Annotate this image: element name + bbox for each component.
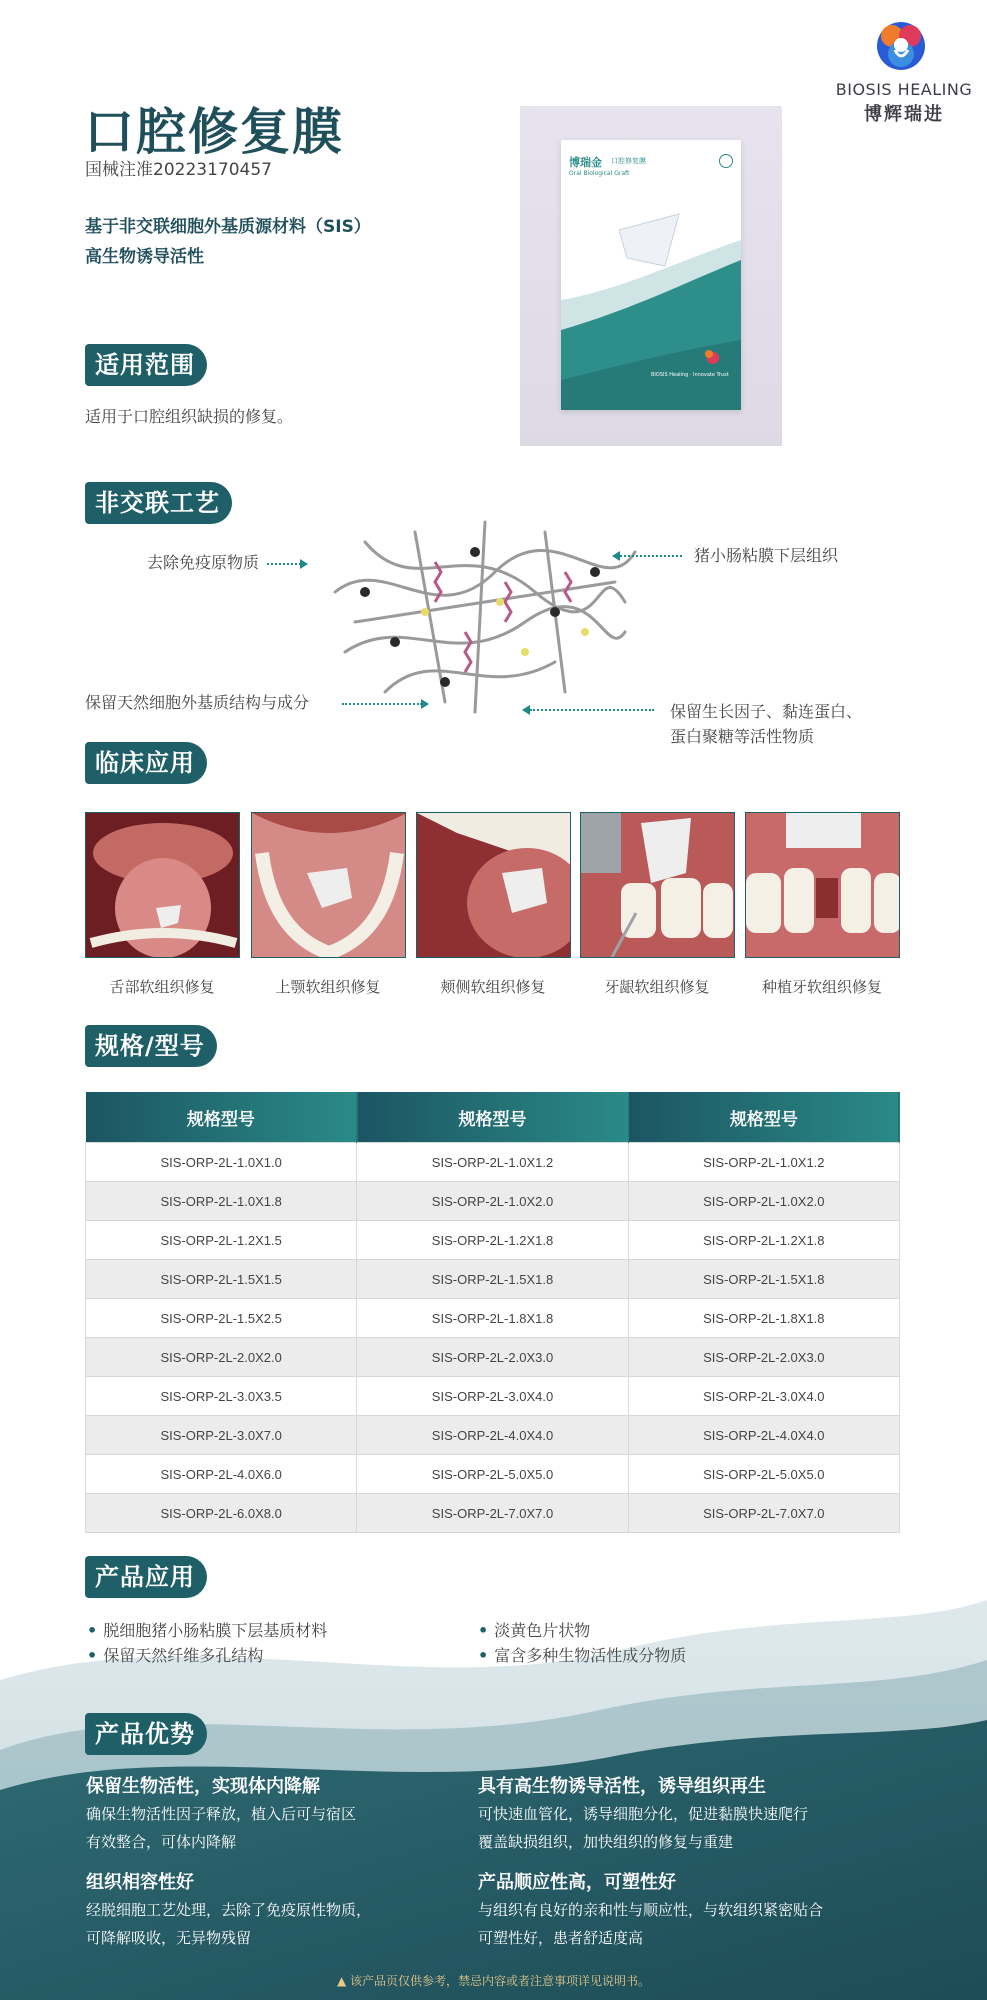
callout-arrow-icon: [522, 705, 530, 715]
clinical-caption-3: 颊侧软组织修复: [440, 978, 546, 996]
spec-cell: SIS-ORP-2L-2.0X3.0: [628, 1338, 899, 1377]
warning-icon: ▲: [336, 1974, 351, 1988]
spec-column-header: 规格型号: [86, 1092, 357, 1143]
hero-subtitle-1: 基于非交联细胞外基质源材料（SIS）: [85, 217, 371, 237]
table-row: [86, 1338, 900, 1377]
spec-cell: SIS-ORP-2L-1.0X2.0: [357, 1182, 628, 1221]
package-artwork: [561, 140, 741, 410]
callout-arrow-icon: [300, 559, 308, 569]
advantage-text-2a: 可快速血管化，诱导细胞分化，促进黏膜快速爬行: [478, 1805, 809, 1823]
callout-retain-growth-factors-1: 保留生长因子、黏连蛋白、: [670, 702, 863, 721]
advantage-text-2b: 覆盖缺损组织，加快组织的修复与重建: [478, 1833, 734, 1851]
package-brand: 博瑞金: [569, 156, 602, 169]
callout-leader-line: [267, 563, 301, 565]
table-row: [86, 1377, 900, 1416]
section-heading-process: 非交联工艺: [85, 482, 232, 524]
spec-table: [85, 1092, 900, 1533]
advantage-title-3: 组织相容性好: [86, 1872, 194, 1893]
package-tagline: BIOSIS Healing · Innovate Trust: [651, 372, 729, 378]
spec-cell: SIS-ORP-2L-3.0X7.0: [86, 1416, 357, 1455]
callout-leader-line: [342, 703, 422, 705]
callout-arrow-icon: [421, 699, 429, 709]
clinical-caption-5: 种植牙软组织修复: [761, 978, 882, 996]
spec-cell: SIS-ORP-2L-1.0X1.8: [86, 1182, 357, 1221]
table-row: [86, 1182, 900, 1221]
advantage-text-1a: 确保生物活性因子释放，植入后可与宿区: [86, 1805, 357, 1823]
callout-remove-immunogens: 去除免疫原物质: [147, 553, 260, 572]
product-package-image: [520, 106, 782, 446]
advantage-text-4b: 可塑性好，患者舒适度高: [478, 1929, 644, 1947]
spec-cell: SIS-ORP-2L-1.5X1.5: [86, 1260, 357, 1299]
section-heading-specs: 规格/型号: [85, 1025, 217, 1067]
advantage-text-4a: 与组织有良好的亲和性与顺应性，与软组织紧密贴合: [478, 1901, 824, 1919]
table-row: [86, 1221, 900, 1260]
advantage-title-1: 保留生物活性，实现体内降解: [86, 1776, 320, 1797]
advantage-text-3b: 可降解吸收，无异物残留: [86, 1929, 252, 1947]
spec-cell: SIS-ORP-2L-1.0X1.2: [628, 1143, 899, 1182]
package-box: [561, 140, 741, 410]
application-bullet: • 脱细胞猪小肠粘膜下层基质材料: [87, 1618, 327, 1641]
advantage-title-2: 具有高生物诱导活性，诱导组织再生: [478, 1776, 766, 1797]
table-row: [86, 1143, 900, 1182]
page-title: 口腔修复膜: [84, 103, 344, 161]
clinical-caption-1: 舌部软组织修复: [109, 978, 215, 996]
biosis-logo-icon: [870, 14, 932, 76]
spec-cell: SIS-ORP-2L-4.0X4.0: [628, 1416, 899, 1455]
spec-cell: SIS-ORP-2L-5.0X5.0: [628, 1455, 899, 1494]
advantage-text-3a: 经脱细胞工艺处理，去除了免疫原性物质，: [86, 1901, 372, 1919]
callout-leader-line: [620, 555, 682, 557]
clinical-caption-2: 上颚软组织修复: [275, 978, 381, 996]
footer-disclaimer: [0, 1972, 987, 1989]
callout-retain-ecm: 保留天然细胞外基质结构与成分: [85, 693, 310, 712]
buccal-repair-image: [416, 812, 571, 958]
advantage-text-1b: 有效整合，可体内降解: [86, 1833, 237, 1851]
table-row: [86, 1416, 900, 1455]
brand-name-en: BIOSIS HEALING: [835, 80, 973, 99]
spec-cell: SIS-ORP-2L-7.0X7.0: [628, 1494, 899, 1533]
registration-number: 国械注准20223170457: [85, 160, 272, 180]
footer-note-text: 该产品页仅供参考，禁忌内容或者注意事项详见说明书。: [350, 1974, 651, 1988]
hero-subtitle-2: 高生物诱导活性: [85, 247, 204, 267]
gingiva-repair-image: [580, 812, 735, 958]
spec-cell: SIS-ORP-2L-1.2X1.8: [628, 1221, 899, 1260]
spec-cell: SIS-ORP-2L-1.5X1.8: [628, 1260, 899, 1299]
section-heading-application: 产品应用: [85, 1556, 207, 1598]
spec-cell: SIS-ORP-2L-5.0X5.0: [357, 1455, 628, 1494]
spec-cell: SIS-ORP-2L-7.0X7.0: [357, 1494, 628, 1533]
package-product: 口腔修复膜: [611, 157, 646, 165]
tongue-repair-image: [85, 812, 240, 958]
spec-cell: SIS-ORP-2L-1.2X1.5: [86, 1221, 357, 1260]
application-bullet: • 富含多种生物活性成分物质: [478, 1643, 686, 1666]
callout-retain-growth-factors-2: 蛋白聚糖等活性物质: [670, 727, 815, 746]
table-row: [86, 1494, 900, 1533]
spec-cell: SIS-ORP-2L-1.0X1.2: [357, 1143, 628, 1182]
application-bullet: • 淡黄色片状物: [478, 1618, 590, 1641]
section-heading-advantages: 产品优势: [85, 1713, 207, 1755]
spec-cell: SIS-ORP-2L-4.0X6.0: [86, 1455, 357, 1494]
spec-cell: SIS-ORP-2L-1.0X1.0: [86, 1143, 357, 1182]
section-heading-scope: 适用范围: [85, 344, 207, 386]
spec-cell: SIS-ORP-2L-2.0X3.0: [357, 1338, 628, 1377]
spec-cell: SIS-ORP-2L-1.0X2.0: [628, 1182, 899, 1221]
scope-text: 适用于口腔组织缺损的修复。: [85, 407, 294, 426]
callout-sis-tissue: 猪小肠粘膜下层组织: [694, 546, 839, 565]
callout-leader-line: [530, 709, 654, 711]
spec-cell: SIS-ORP-2L-1.2X1.8: [357, 1221, 628, 1260]
spec-cell: SIS-ORP-2L-1.5X2.5: [86, 1299, 357, 1338]
spec-column-header: 规格型号: [628, 1092, 899, 1143]
table-row: [86, 1455, 900, 1494]
table-row: [86, 1299, 900, 1338]
spec-cell: SIS-ORP-2L-3.0X3.5: [86, 1377, 357, 1416]
section-heading-clinical: 临床应用: [85, 742, 207, 784]
clinical-caption-4: 牙龈软组织修复: [604, 978, 710, 996]
collagen-fiber-network-illustration: [325, 512, 645, 722]
brand-name-cn: 博辉瑞进: [864, 104, 944, 125]
package-en-name: Oral Biological Graft: [569, 170, 630, 177]
palate-repair-image: [251, 812, 406, 958]
spec-cell: SIS-ORP-2L-3.0X4.0: [357, 1377, 628, 1416]
table-row: [86, 1260, 900, 1299]
implant-repair-image: [745, 812, 900, 958]
callout-arrow-icon: [612, 551, 620, 561]
advantage-title-4: 产品顺应性高，可塑性好: [478, 1872, 676, 1893]
spec-cell: SIS-ORP-2L-2.0X2.0: [86, 1338, 357, 1377]
application-bullet: • 保留天然纤维多孔结构: [87, 1643, 263, 1666]
spec-table-header-row: [86, 1092, 900, 1143]
spec-cell: SIS-ORP-2L-1.8X1.8: [628, 1299, 899, 1338]
spec-cell: SIS-ORP-2L-1.8X1.8: [357, 1299, 628, 1338]
spec-cell: SIS-ORP-2L-6.0X8.0: [86, 1494, 357, 1533]
spec-column-header: 规格型号: [357, 1092, 628, 1143]
spec-cell: SIS-ORP-2L-1.5X1.8: [357, 1260, 628, 1299]
spec-cell: SIS-ORP-2L-4.0X4.0: [357, 1416, 628, 1455]
spec-cell: SIS-ORP-2L-3.0X4.0: [628, 1377, 899, 1416]
